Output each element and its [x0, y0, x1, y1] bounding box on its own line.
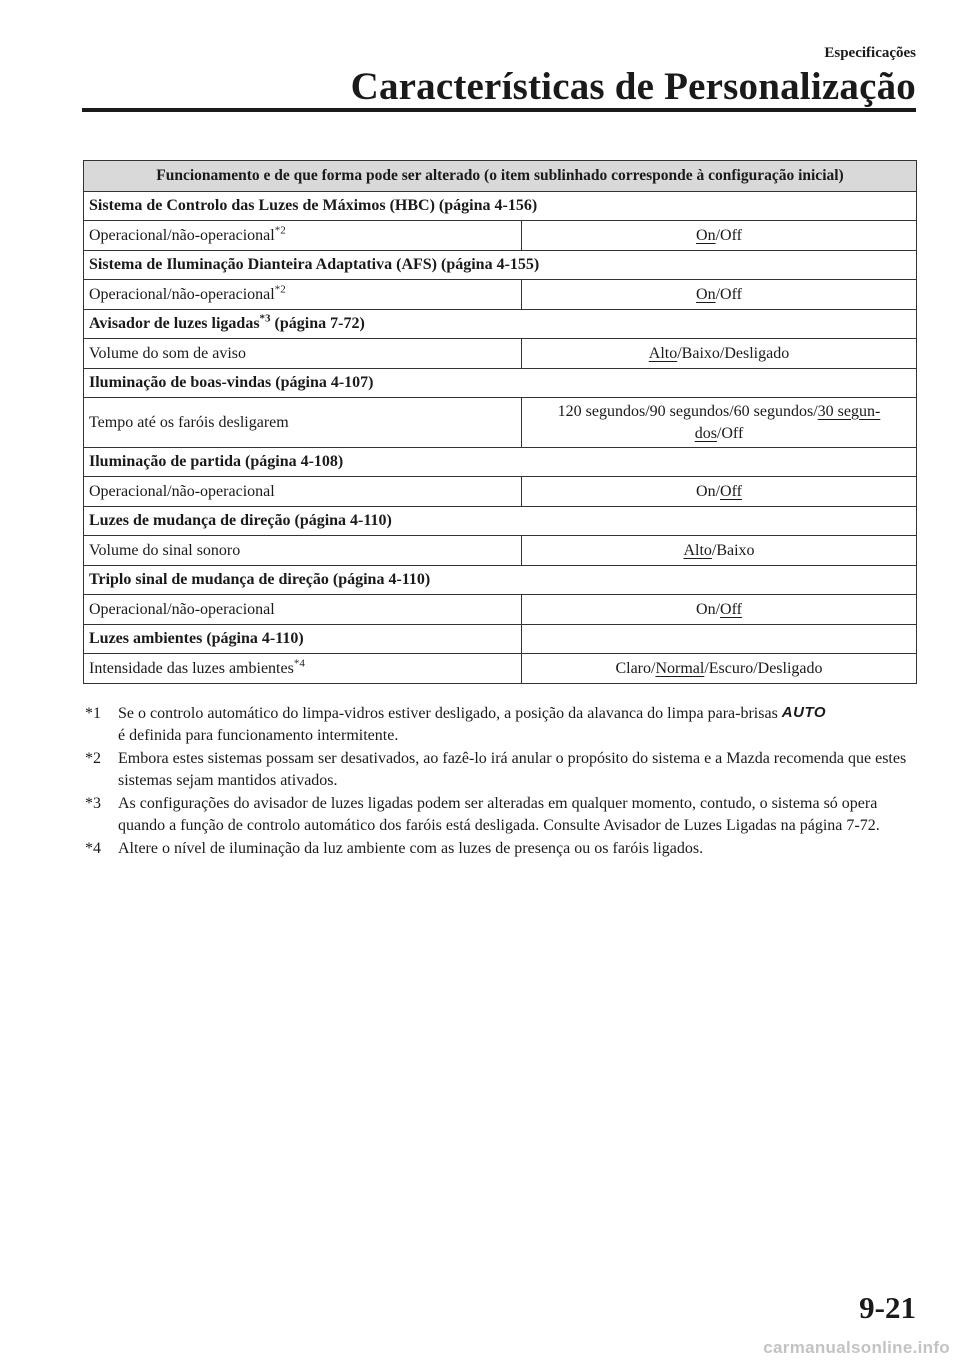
other-values: /Off	[716, 424, 744, 442]
footnote-mark: *4	[85, 840, 101, 857]
footnote-text: Se o controlo automático do limpa-vidros estiver desligado, a posição da alavanca do limpa para-brisas	[118, 705, 778, 722]
table-row	[84, 477, 917, 507]
item-label: Operacional/não-operacional	[89, 285, 275, 303]
footnotes	[85, 703, 917, 861]
footnote-ref: *2	[274, 224, 286, 237]
item-cell: Operacional/não-operacional	[84, 595, 522, 625]
item-cell: Tempo até os faróis desligarem	[84, 398, 522, 448]
table-header-row	[84, 161, 917, 192]
value-cell	[522, 398, 917, 448]
value-cell	[522, 280, 917, 310]
footnote-mark: *2	[85, 750, 101, 767]
section-title: Triplo sinal de mudança de direção (página 4-110)	[84, 566, 917, 595]
footnote-text: Altere o nível de iluminação da luz ambiente com as luzes de presença ou os faróis ligados.	[118, 840, 704, 857]
footnote-3	[85, 793, 917, 837]
watermark: carmanualsonline.info	[763, 1338, 950, 1357]
footnote-mark: *3	[85, 795, 101, 812]
item-cell	[84, 280, 522, 310]
item-cell: Volume do som de aviso	[84, 339, 522, 369]
default-value: 30 segun-	[817, 402, 881, 420]
footnote-1	[85, 703, 917, 747]
value-cell	[522, 221, 917, 251]
default-value: On	[696, 226, 716, 244]
item-cell: Volume do sinal sonoro	[84, 536, 522, 566]
item-label: Operacional/não-operacional	[89, 226, 275, 244]
section-page-ref: (página 7-72)	[270, 315, 365, 332]
item-cell	[84, 654, 522, 684]
default-value: Normal	[655, 659, 705, 677]
table-header-cell: Funcionamento e de que forma pode ser alterado (o item sublinhado corresponde à configuração inicial)	[84, 161, 917, 192]
table-row	[84, 339, 917, 369]
value-cell	[522, 654, 917, 684]
page-header	[80, 44, 916, 110]
section-label: Especificações	[824, 45, 916, 61]
default-value: Alto	[648, 344, 678, 362]
other-values: 120 segundos/90 segundos/60 segundos/	[557, 402, 818, 420]
auto-icon: AUTO	[781, 704, 827, 721]
section-row-turn-signals	[84, 507, 917, 536]
default-value: Alto	[683, 541, 712, 559]
item-cell: Operacional/não-operacional	[84, 477, 522, 507]
other-values: /Off	[715, 285, 742, 303]
table-row	[84, 398, 917, 448]
section-row-afs	[84, 251, 917, 280]
section-row-lights-on-warning	[84, 310, 917, 339]
default-value: Off	[720, 600, 742, 618]
table-row	[84, 536, 917, 566]
section-title: Luzes de mudança de direção (página 4-110)	[84, 507, 917, 536]
value-cell	[522, 339, 917, 369]
footnote-text: Embora estes sistemas possam ser desativados, ao fazê-lo irá anular o propósito do sistema e a Mazda recomenda que estes sistemas sejam mantidos ativados.	[118, 750, 907, 789]
value-cell	[522, 536, 917, 566]
section-row-departure-lighting	[84, 448, 917, 477]
footnote-4	[85, 838, 917, 860]
section-title: Luzes ambientes (página 4-110)	[84, 625, 522, 654]
section-row-ambient-lights	[84, 625, 917, 654]
footnote-ref: *2	[274, 283, 286, 296]
section-title-text: Avisador de luzes ligadas	[89, 315, 260, 332]
section-title: Iluminação de partida (página 4-108)	[84, 448, 917, 477]
section-row-welcome-lighting	[84, 369, 917, 398]
table-row	[84, 654, 917, 684]
default-value: Off	[720, 482, 742, 500]
item-label: Intensidade das luzes ambientes	[89, 659, 294, 677]
section-title	[84, 310, 917, 339]
other-values: On/	[696, 600, 721, 618]
footnote-mark: *1	[85, 705, 101, 722]
default-value-cont: dos	[694, 424, 717, 442]
other-values: /Escuro/Desligado	[704, 659, 823, 677]
section-row-triple-turn-signal	[84, 566, 917, 595]
footnote-ref: *3	[259, 312, 271, 325]
item-cell	[84, 221, 522, 251]
value-cell	[522, 477, 917, 507]
chapter-title: Características de Personalização	[350, 65, 916, 108]
footnote-2	[85, 748, 917, 792]
table-row	[84, 280, 917, 310]
other-values: /Off	[715, 226, 742, 244]
footnote-text-cont: é definida para funcionamento intermitente.	[118, 727, 399, 744]
other-values: /Baixo	[711, 541, 755, 559]
header-rule	[82, 108, 916, 112]
other-values: /Baixo/Desligado	[677, 344, 790, 362]
table-row	[84, 595, 917, 625]
section-title: Sistema de Iluminação Dianteira Adaptativa (AFS) (página 4-155)	[84, 251, 917, 280]
table-row	[84, 221, 917, 251]
value-cell	[522, 595, 917, 625]
section-row-hbc	[84, 192, 917, 221]
default-value: On	[696, 285, 716, 303]
footnote-text: As configurações do avisador de luzes ligadas podem ser alteradas em qualquer momento, contudo, o sistema só opera quando a função de controlo automático dos faróis está desligada. Consulte Avisador de Luzes Ligadas na página 7-72.	[118, 795, 880, 834]
other-values: Claro/	[615, 659, 656, 677]
personalization-table	[83, 160, 917, 684]
footnote-ref: *4	[293, 657, 305, 670]
section-title: Iluminação de boas-vindas (página 4-107)	[84, 369, 917, 398]
empty-cell	[522, 625, 917, 654]
other-values: On/	[696, 482, 721, 500]
section-title: Sistema de Controlo das Luzes de Máximos (HBC) (página 4-156)	[84, 192, 917, 221]
page-number: 9-21	[859, 1290, 916, 1325]
